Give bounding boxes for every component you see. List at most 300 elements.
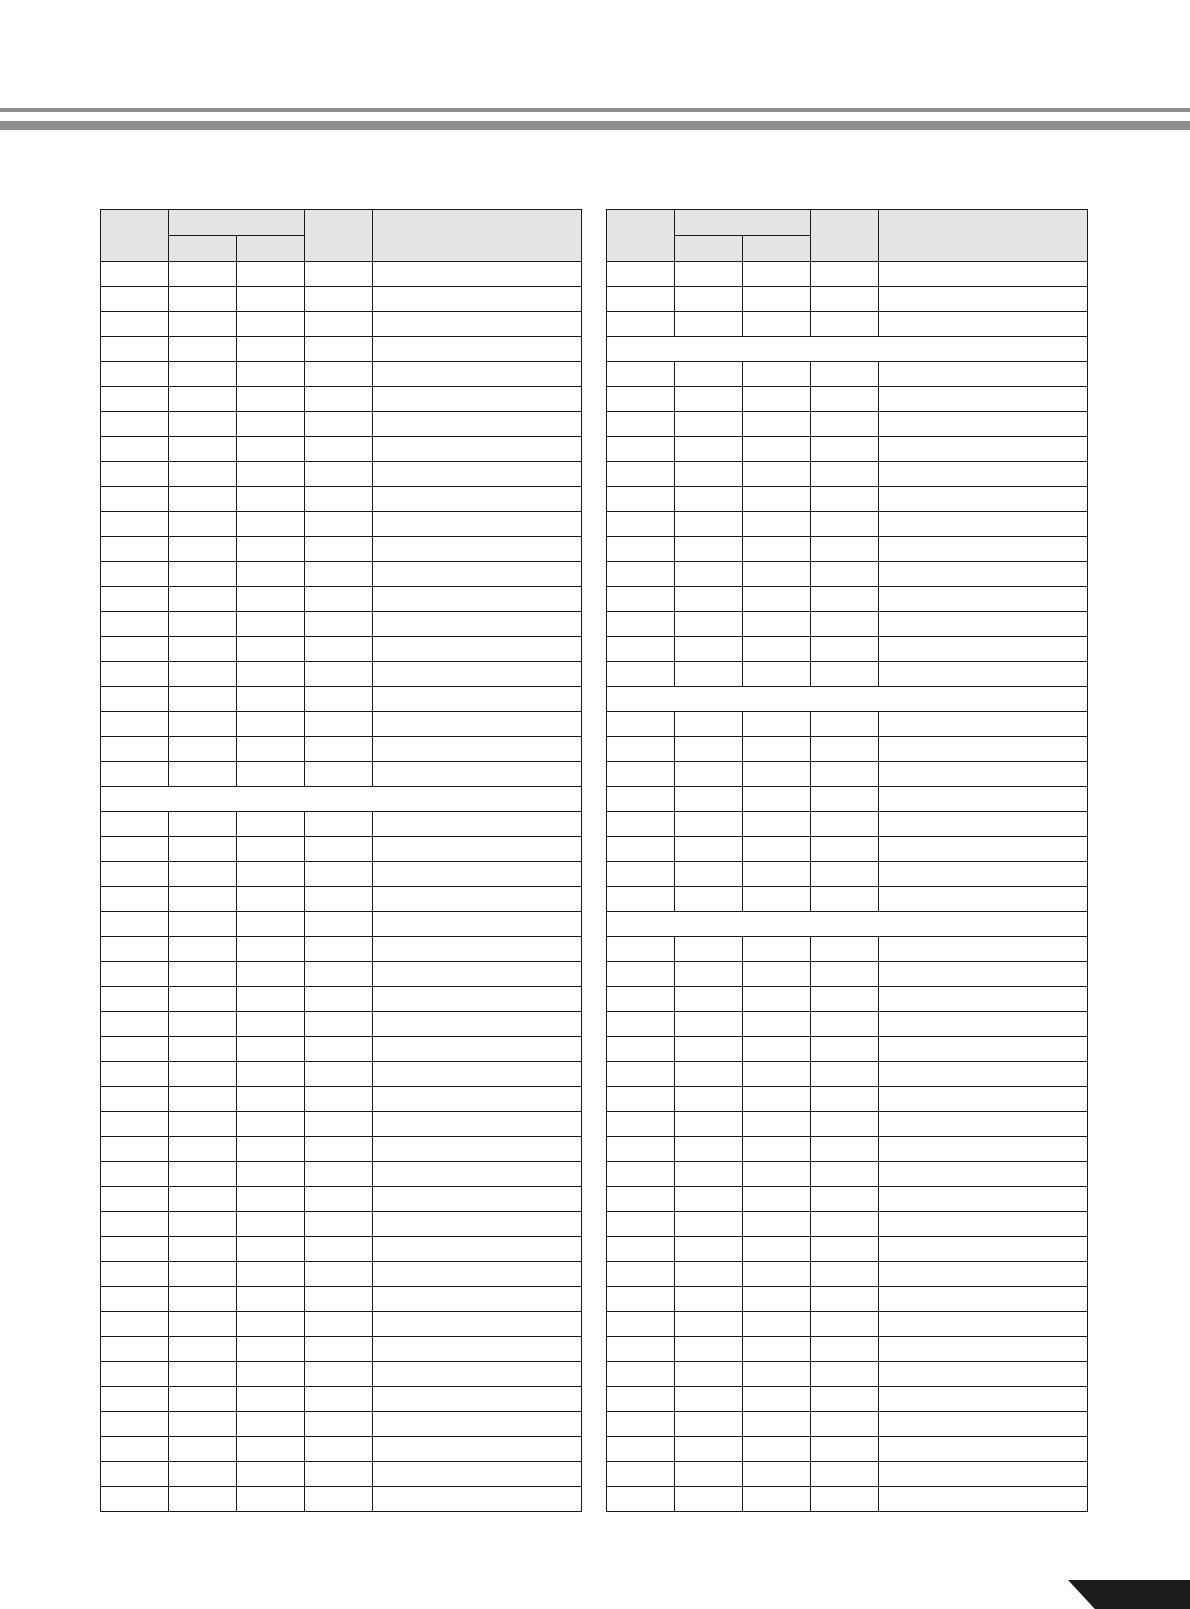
table-row: [101, 387, 582, 412]
table-cell: [101, 1012, 169, 1037]
table-cell: [305, 312, 373, 337]
table-row: [101, 312, 582, 337]
table-cell: [169, 262, 237, 287]
table-cell: [305, 1412, 373, 1437]
table-cell: [879, 937, 1088, 962]
table-cell: [879, 612, 1088, 637]
table-cell: [743, 1362, 811, 1387]
table-row: [607, 287, 1088, 312]
table-cell: [101, 1287, 169, 1312]
table-cell: [811, 962, 879, 987]
table-cell: [675, 537, 743, 562]
table-cell: [811, 1487, 879, 1512]
table-cell: [101, 812, 169, 837]
table-row: [607, 1362, 1088, 1387]
table-cell: [811, 1437, 879, 1462]
table-cell: [675, 787, 743, 812]
table-cell: [237, 862, 305, 887]
table-row: [607, 862, 1088, 887]
table-row: [101, 787, 582, 812]
table-cell: [101, 1387, 169, 1412]
table-cell: [101, 1162, 169, 1187]
table-cell: [879, 1287, 1088, 1312]
table-cell: [879, 312, 1088, 337]
table-cell: [373, 812, 582, 837]
table-row: [101, 512, 582, 537]
table-cell: [879, 887, 1088, 912]
page-number-tab: [1068, 1580, 1190, 1609]
table-cell: [743, 1462, 811, 1487]
table-body: [607, 262, 1088, 1512]
header-cell: [607, 210, 675, 262]
table-cell: [237, 587, 305, 612]
table-row: [101, 412, 582, 437]
table-header: [607, 210, 1088, 262]
table-cell: [169, 1212, 237, 1237]
table-cell: [879, 287, 1088, 312]
header-cell: [101, 210, 169, 262]
table-cell: [743, 1087, 811, 1112]
table-cell: [811, 1337, 879, 1362]
table-row: [101, 1187, 582, 1212]
header-cell: [811, 210, 879, 262]
table-cell: [305, 712, 373, 737]
table-cell: [743, 637, 811, 662]
table-cell: [879, 487, 1088, 512]
table-cell: [373, 612, 582, 637]
table-cell: [879, 512, 1088, 537]
table-cell: [305, 1287, 373, 1312]
table-cell: [743, 662, 811, 687]
table-cell: [169, 1312, 237, 1337]
table-cell: [675, 737, 743, 762]
table-cell: [607, 362, 675, 387]
table-cell: [373, 287, 582, 312]
table-row: [607, 987, 1088, 1012]
table-cell: [811, 387, 879, 412]
table-cell: [373, 587, 582, 612]
table-cell: [607, 1087, 675, 1112]
table-cell: [607, 512, 675, 537]
table-row: [101, 362, 582, 387]
table-cell: [811, 1462, 879, 1487]
table-row: [607, 412, 1088, 437]
table-row: [607, 1237, 1088, 1262]
table-cell: [879, 1187, 1088, 1212]
table-cell: [675, 1212, 743, 1237]
table-cell: [607, 1412, 675, 1437]
table-cell: [607, 537, 675, 562]
table-cell: [101, 612, 169, 637]
table-cell: [237, 1112, 305, 1137]
table-cell: [305, 1112, 373, 1137]
table-cell: [811, 1212, 879, 1237]
table-cell: [675, 262, 743, 287]
table-cell: [305, 362, 373, 387]
table-cell: [169, 337, 237, 362]
sub-header-cell: [169, 236, 237, 262]
table-cell: [743, 1062, 811, 1087]
table-cell: [675, 437, 743, 462]
table-row: [101, 937, 582, 962]
table-cell: [169, 1162, 237, 1187]
table-row: [101, 1062, 582, 1087]
table-cell: [811, 712, 879, 737]
table-row: [607, 1462, 1088, 1487]
table-cell: [169, 1487, 237, 1512]
table-cell: [675, 662, 743, 687]
table-cell: [607, 462, 675, 487]
table-row: [607, 1112, 1088, 1137]
table-cell: [879, 662, 1088, 687]
table-cell: [607, 312, 675, 337]
data-table-right: [606, 209, 1088, 1512]
table-cell: [373, 1412, 582, 1437]
table-cell: [373, 1387, 582, 1412]
table-cell: [305, 437, 373, 462]
table-cell: [811, 1262, 879, 1287]
table-cell: [811, 1312, 879, 1337]
table-row: [607, 487, 1088, 512]
table-cell: [743, 887, 811, 912]
table-cell: [743, 1412, 811, 1437]
table-cell: [811, 412, 879, 437]
table-cell: [169, 1187, 237, 1212]
table-cell: [675, 637, 743, 662]
table-cell: [169, 612, 237, 637]
table-row: [607, 1087, 1088, 1112]
table-cell: [879, 812, 1088, 837]
table-cell: [373, 962, 582, 987]
table-row: [101, 887, 582, 912]
table-cell: [879, 1437, 1088, 1462]
table-cell: [675, 462, 743, 487]
table-cell: [879, 1362, 1088, 1387]
table-row: [101, 912, 582, 937]
table-cell: [169, 312, 237, 337]
table-cell: [305, 1387, 373, 1412]
table-row: [607, 1212, 1088, 1237]
table-cell: [879, 1087, 1088, 1112]
table-row: [607, 387, 1088, 412]
table-cell: [743, 787, 811, 812]
table-cell: [373, 937, 582, 962]
table-cell: [101, 762, 169, 787]
table-cell: [237, 562, 305, 587]
table-cell: [811, 787, 879, 812]
table-cell: [169, 1462, 237, 1487]
table-cell: [675, 562, 743, 587]
table-cell: [305, 487, 373, 512]
table-row: [101, 262, 582, 287]
table-cell: [675, 512, 743, 537]
table-cell: [101, 487, 169, 512]
table-cell: [607, 1162, 675, 1187]
table-cell: [607, 812, 675, 837]
table-cell: [743, 712, 811, 737]
table-row: [101, 1137, 582, 1162]
table-cell: [373, 462, 582, 487]
table-cell: [675, 987, 743, 1012]
header-rule-thick: [0, 121, 1190, 130]
table-cell: [743, 1037, 811, 1062]
table-cell: [169, 1437, 237, 1462]
table-row: [101, 1287, 582, 1312]
table-cell: [743, 937, 811, 962]
table-row: [607, 1187, 1088, 1212]
table-cell: [305, 512, 373, 537]
table-cell: [743, 1437, 811, 1462]
table-cell: [675, 1362, 743, 1387]
table-cell: [101, 987, 169, 1012]
table-cell: [675, 862, 743, 887]
table-cell: [237, 1212, 305, 1237]
table-cell: [879, 412, 1088, 437]
table-cell: [169, 587, 237, 612]
table-cell: [811, 762, 879, 787]
table-cell: [169, 1362, 237, 1387]
table-cell: [305, 1337, 373, 1362]
table-cell: [237, 1387, 305, 1412]
table-cell: [305, 612, 373, 637]
table-cell: [101, 737, 169, 762]
table-cell: [743, 287, 811, 312]
table-cell: [607, 437, 675, 462]
table-cell: [169, 687, 237, 712]
table-row: [101, 537, 582, 562]
table-header: [101, 210, 582, 262]
table-cell: [237, 362, 305, 387]
table-row: [101, 1162, 582, 1187]
table-cell: [811, 862, 879, 887]
table-cell: [237, 462, 305, 487]
table-cell: [237, 762, 305, 787]
table-cell: [675, 1287, 743, 1312]
table-row: [101, 1412, 582, 1437]
table-cell: [879, 1237, 1088, 1262]
table-cell: [237, 262, 305, 287]
table-cell: [675, 1037, 743, 1062]
table-row: [101, 637, 582, 662]
table-cell: [237, 1487, 305, 1512]
table-cell: [373, 1487, 582, 1512]
table-row: [607, 1312, 1088, 1337]
table-cell: [169, 487, 237, 512]
table-cell: [879, 562, 1088, 587]
table-cell: [169, 762, 237, 787]
table-cell: [811, 1187, 879, 1212]
table-cell: [169, 537, 237, 562]
table-cell: [607, 1137, 675, 1162]
table-cell: [743, 487, 811, 512]
table-cell: [101, 637, 169, 662]
table-cell: [675, 287, 743, 312]
table-cell: [169, 1087, 237, 1112]
table-cell: [237, 1337, 305, 1362]
table-cell: [743, 1287, 811, 1312]
table-cell: [675, 312, 743, 337]
table-row: [101, 987, 582, 1012]
table-cell: [607, 1237, 675, 1262]
header-cell: [879, 210, 1088, 262]
table-cell: [373, 987, 582, 1012]
table-cell: [373, 1337, 582, 1362]
table-cell: [373, 487, 582, 512]
table-cell: [879, 987, 1088, 1012]
table-cell: [607, 637, 675, 662]
table-cell: [305, 762, 373, 787]
table-cell: [169, 1337, 237, 1362]
table-cell: [811, 1012, 879, 1037]
table-cell: [305, 1137, 373, 1162]
table-cell: [607, 1287, 675, 1312]
data-table-left: [100, 209, 582, 1512]
table-cell: [373, 262, 582, 287]
table-cell: [169, 1137, 237, 1162]
table-cell: [373, 337, 582, 362]
table-cell: [811, 1362, 879, 1387]
table-cell: [101, 1437, 169, 1462]
table-cell: [675, 1462, 743, 1487]
table-cell: [237, 312, 305, 337]
table-cell: [675, 362, 743, 387]
table-cell: [373, 687, 582, 712]
table-cell: [607, 887, 675, 912]
table-cell: [675, 837, 743, 862]
table-cell: [743, 1012, 811, 1037]
table-cell: [675, 387, 743, 412]
table-cell: [743, 412, 811, 437]
table-cell: [305, 962, 373, 987]
table-cell: [743, 562, 811, 587]
table-row: [101, 1487, 582, 1512]
table-cell: [305, 1312, 373, 1337]
table-cell: [607, 662, 675, 687]
table-cell: [675, 962, 743, 987]
table-cell: [743, 1212, 811, 1237]
table-cell: [811, 837, 879, 862]
table-cell: [101, 337, 169, 362]
table-cell: [101, 587, 169, 612]
table-cell: [811, 1037, 879, 1062]
table-cell: [169, 437, 237, 462]
table-row: [101, 1262, 582, 1287]
table-cell: [305, 537, 373, 562]
table-cell: [607, 1187, 675, 1212]
table-cell: [101, 687, 169, 712]
sub-header-cell: [675, 236, 743, 262]
table-row: [607, 587, 1088, 612]
table-cell: [305, 987, 373, 1012]
table-cell: [101, 837, 169, 862]
table-cell: [373, 662, 582, 687]
table-cell: [101, 312, 169, 337]
table-cell: [607, 1262, 675, 1287]
table-cell: [743, 1112, 811, 1137]
table-cell: [305, 587, 373, 612]
table-cell: [169, 1412, 237, 1437]
table-cell: [879, 362, 1088, 387]
table-cell: [675, 587, 743, 612]
table-cell: [305, 337, 373, 362]
table-cell: [101, 887, 169, 912]
table-cell: [169, 987, 237, 1012]
table-cell: [811, 612, 879, 637]
table-row: [607, 762, 1088, 787]
table-cell: [675, 1237, 743, 1262]
table-cell: [743, 1187, 811, 1212]
table-row: [101, 1437, 582, 1462]
table-cell: [169, 837, 237, 862]
table-cell: [169, 1037, 237, 1062]
table-row: [607, 562, 1088, 587]
table-cell: [811, 1287, 879, 1312]
section-header-row: [607, 912, 1088, 937]
table-cell: [237, 1362, 305, 1387]
table-cell: [373, 1087, 582, 1112]
header-cell: [373, 210, 582, 262]
table-cell: [237, 537, 305, 562]
table-cell: [101, 562, 169, 587]
table-cell: [101, 437, 169, 462]
table-cell: [101, 662, 169, 687]
table-cell: [743, 362, 811, 387]
table-cell: [743, 1137, 811, 1162]
table-cell: [373, 412, 582, 437]
table-cell: [101, 1262, 169, 1287]
table-cell: [373, 1237, 582, 1262]
table-cell: [811, 1087, 879, 1112]
table-cell: [743, 512, 811, 537]
table-cell: [169, 637, 237, 662]
table-cell: [237, 987, 305, 1012]
table-cell: [305, 837, 373, 862]
table-row: [101, 837, 582, 862]
table-row: [607, 1162, 1088, 1187]
table-row: [101, 812, 582, 837]
table-cell: [373, 537, 582, 562]
table-cell: [169, 362, 237, 387]
table-cell: [101, 1137, 169, 1162]
table-body: [101, 262, 582, 1512]
table-cell: [237, 387, 305, 412]
table-cell: [743, 387, 811, 412]
table-cell: [743, 612, 811, 637]
table-cell: [169, 412, 237, 437]
table-cell: [237, 837, 305, 862]
table-row: [101, 1037, 582, 1062]
table-row: [101, 1312, 582, 1337]
table-cell: [237, 1012, 305, 1037]
table-cell: [237, 412, 305, 437]
table-cell: [305, 862, 373, 887]
table-cell: [373, 712, 582, 737]
table-cell: [879, 1262, 1088, 1287]
table-cell: [675, 812, 743, 837]
table-cell: [811, 562, 879, 587]
table-cell: [811, 437, 879, 462]
table-cell: [237, 512, 305, 537]
table-cell: [811, 537, 879, 562]
table-cell: [169, 712, 237, 737]
table-cell: [743, 762, 811, 787]
table-cell: [743, 537, 811, 562]
table-cell: [607, 862, 675, 887]
table-cell: [237, 437, 305, 462]
header-rule-thin: [0, 108, 1190, 112]
table-cell: [237, 712, 305, 737]
table-cell: [101, 287, 169, 312]
